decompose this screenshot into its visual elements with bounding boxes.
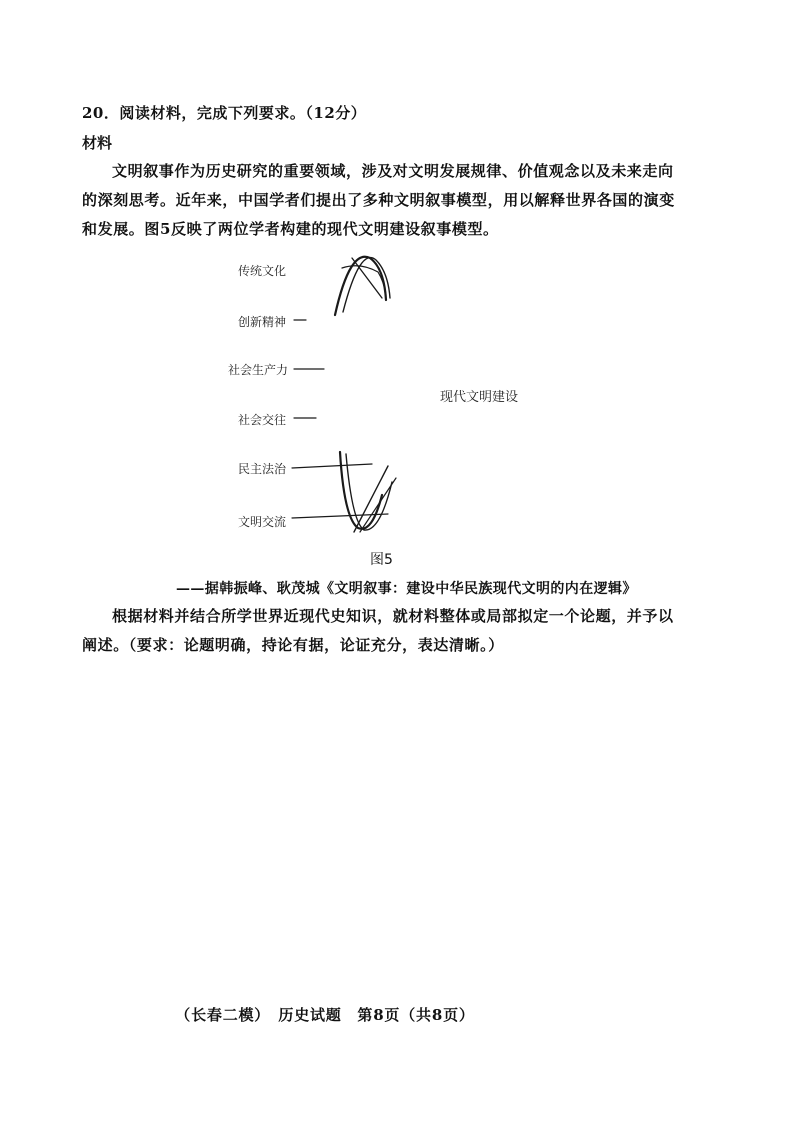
question-title: 20．阅读材料，完成下列要求。（12分） <box>82 104 367 122</box>
label-civilization-exchange: 文明交流 <box>238 515 287 529</box>
figure-center-label: 现代文明建设 <box>440 390 519 405</box>
label-innovation-spirit: 创新精神 <box>238 315 287 329</box>
label-traditional-culture: 传统文化 <box>238 264 287 278</box>
question-prompt: 根据材料并结合所学世界近现代史知识，就材料整体或局部拟定一个论题，并予以阐述。（要求：论题明确，持论有据，论证充分，表达清晰。） <box>82 607 674 654</box>
label-social-interaction: 社会交往 <box>238 413 287 427</box>
page-footer: （长春二模） 历史试题 第8页（共8页） <box>175 1006 475 1024</box>
label-social-productivity: 社会生产力 <box>228 363 289 377</box>
top-diagonal <box>352 258 382 298</box>
material-label: 材料 <box>82 134 113 152</box>
figure-caption: 图5 <box>370 552 393 568</box>
line-democracy <box>292 464 372 468</box>
label-democracy-rule-of-law: 民主法治 <box>238 462 287 476</box>
material-paragraph: 文明叙事作为历史研究的重要领域，涉及对文明发展规律、价值观念以及未来走向的深刻思考。近年来，中国学者们提出了多种文明叙事模型，用以解释世界各国的演变和发展。图5反映了两位学者构建的现代文明建设叙事模型。 <box>82 162 675 238</box>
figure-strokes <box>0 250 800 550</box>
material-source: ——据韩振峰、耿茂城《文明叙事：建设中华民族现代文明的内在逻辑》 <box>176 581 637 597</box>
civilization-model-figure <box>0 250 800 550</box>
